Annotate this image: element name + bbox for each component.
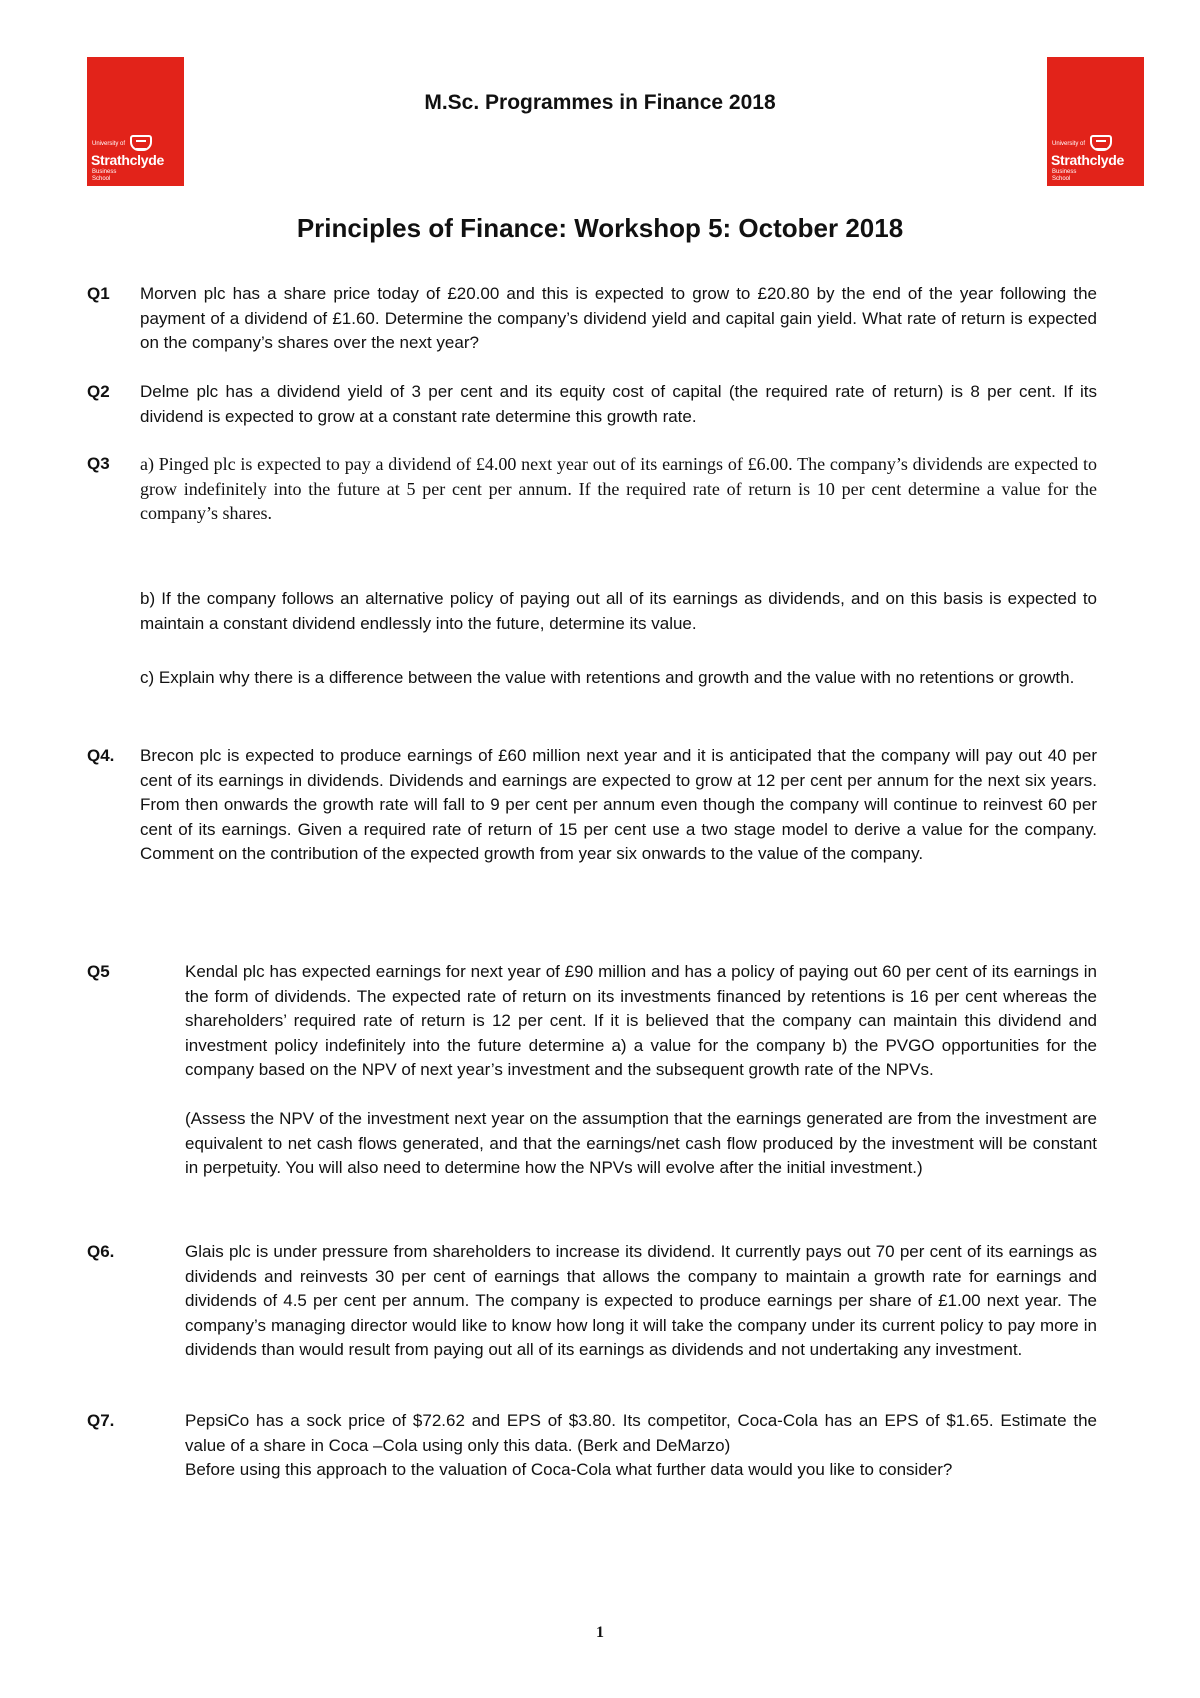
q7-text: PepsiCo has a sock price of $72.62 and EPS of $3.80. Its competitor, Coca-Cola has an EPS of $1.65. Estimate the value of a share in Coca –Cola using only this data. (Berk and DeMarzo) [185,1411,1097,1455]
q5-text: Kendal plc has expected earnings for next year of £90 million and has a policy of paying out 60 per cent of its earnings in the form of dividends. The expected rate of return on its investments financed by retentions is 16 per cent whereas the shareholders’ required rate of return is 12 per cent. If it is believed that the company can maintain this dividend and investment policy indefinitely into the future determine a) a value for the company b) the PVGO opportunities for the company based on the NPV of next year’s investment and the subsequent growth rate of the NPVs. [185,962,1097,1079]
q2-label: Q2 [87,382,110,401]
q5-label: Q5 [87,962,110,981]
q7-label: Q7. [87,1411,115,1430]
page-number: 1 [596,1624,604,1641]
crest-icon [1090,135,1112,151]
q7-text2: Before using this approach to the valuation of Coca-Cola what further data would you like to consider? [185,1460,953,1479]
q5-note: (Assess the NPV of the investment next year on the assumption that the earnings generated are from the investment are equivalent to net cash flows generated, and that the earnings/net cash flow produced by the investment will be constant in perpetuity. You will also need to determine how the NPVs will evolve after the initial investment.) [185,1109,1097,1177]
logo-line1: University of [92,141,126,147]
programme-header: M.Sc. Programmes in Finance 2018 [424,91,776,114]
q2-text: Delme plc has a dividend yield of 3 per cent and its equity cost of capital (the required rate of return) is 8 per cent. If its dividend is expected to grow at a constant rate determine this growth rate. [140,382,1097,426]
q1-label: Q1 [87,284,110,303]
logo-line2: Strathclyde [1051,152,1124,168]
q4-label: Q4. [87,746,115,765]
q3-part-b: b) If the company follows an alternative policy of paying out all of its earnings as dividends, and on this basis is expected to maintain a constant dividend endlessly into the future, determine its value. [140,589,1097,633]
q3-label: Q3 [87,454,110,473]
strathclyde-logo-right [1047,57,1144,186]
logo-line3: Business School [1052,169,1077,182]
strathclyde-logo-left [87,57,184,186]
logo-line1: University of [1052,141,1086,147]
crest-icon [130,135,152,151]
logo-line2: Strathclyde [91,152,164,168]
q6-label: Q6. [87,1242,115,1261]
page-title: Principles of Finance: Workshop 5: October 2018 [296,213,904,243]
q1-text: Morven plc has a share price today of £20.00 and this is expected to grow to £20.80 by the end of the year following the payment of a dividend of £1.60. Determine the company’s dividend yield and capital gain yield. What rate of return is expected on the company’s shares over the next year? [140,284,1097,352]
q4-text: Brecon plc is expected to produce earnings of £60 million next year and it is anticipated that the company will pay out 40 per cent of its earnings in dividends. Dividends and earnings are expected to grow at 12 per cent per annum for the next six years. From then onwards the growth rate will fall to 9 per cent per annum even though the company will continue to reinvest 60 per cent of its earnings. Given a required rate of return of 15 per cent use a two stage model to derive a value for the company. Comment on the contribution of the expected growth from year six onwards to the value of the company. [140,746,1097,863]
q3-part-a: a) Pinged plc is expected to pay a dividend of £4.00 next year out of its earnings of £6.00. The company’s dividends are expected to grow indefinitely into the future at 5 per cent per annum. If the required rate of return is 10 per cent determine a value for the company’s shares. [140,454,1097,523]
logo-line3: Business School [92,169,117,182]
q6-text: Glais plc is under pressure from shareholders to increase its dividend. It currently pays out 70 per cent of its earnings as dividends and reinvests 30 per cent of earnings that allows the company to maintain a growth rate for earnings and dividends of 4.5 per cent per annum. The company is expected to produce earnings per share of £1.00 next year. The company’s managing director would like to know how long it will take the company under its current policy to pay more in dividends than would result from paying out all of its earnings as dividends and not undertaking any investment. [185,1242,1097,1359]
q3-part-c: c) Explain why there is a difference between the value with retentions and growth and the value with no retentions or growth. [140,668,1075,687]
